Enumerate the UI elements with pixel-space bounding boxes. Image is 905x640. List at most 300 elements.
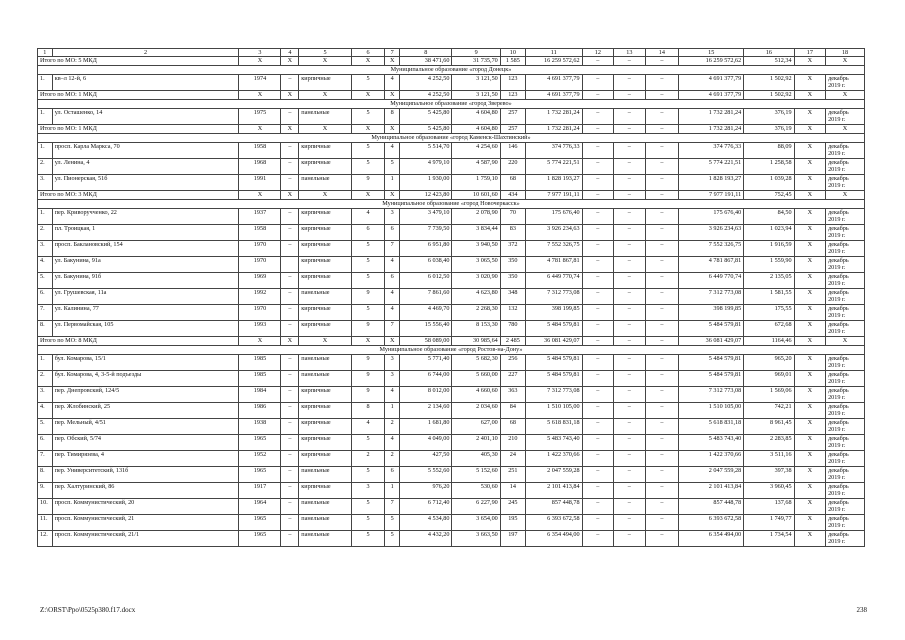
value-cell: 1974 [239, 75, 281, 91]
value-cell: 976,20 [400, 483, 452, 499]
value-cell: – [614, 337, 645, 346]
value-cell: – [645, 483, 679, 499]
address-cell: ул. Бакунина, 91б [52, 273, 239, 289]
value-cell: – [281, 499, 299, 515]
value-cell: 5 774 221,51 [525, 159, 582, 175]
deadline-cell: декабрь 2019 г. [826, 75, 865, 91]
value-cell: 376,19 [744, 109, 794, 125]
value-cell: 5 [351, 273, 385, 289]
value-cell: 68 [500, 419, 525, 435]
value-cell [281, 257, 299, 273]
value-cell: X [281, 57, 299, 66]
value-cell: 3 [385, 209, 400, 225]
value-cell: – [582, 499, 613, 515]
value-cell: 1 581,55 [744, 289, 794, 305]
value-cell: – [281, 515, 299, 531]
deadline-cell: декабрь 2019 г. [826, 241, 865, 257]
value-cell: – [645, 209, 679, 225]
value-cell: 2 268,30 [452, 305, 500, 321]
value-cell: 88,09 [744, 143, 794, 159]
value-cell: X [794, 273, 825, 289]
address-cell: ул. Пионерская, 51б [52, 175, 239, 191]
value-cell: кирпичные [299, 241, 351, 257]
value-cell: X [794, 143, 825, 159]
value-cell: 175 676,40 [679, 209, 744, 225]
value-cell: – [645, 159, 679, 175]
deadline-cell: декабрь 2019 г. [826, 175, 865, 191]
value-cell: 146 [500, 143, 525, 159]
deadline-cell: декабрь 2019 г. [826, 531, 865, 547]
table-row [38, 225, 865, 241]
value-cell: 1 [385, 403, 400, 419]
table-row [38, 289, 865, 305]
value-cell: – [645, 515, 679, 531]
value-cell: X [239, 91, 281, 100]
value-cell: X [299, 57, 351, 66]
value-cell: 6 [385, 467, 400, 483]
value-cell: 4 604,80 [452, 109, 500, 125]
value-cell: – [614, 483, 645, 499]
address-cell: пер. Университетский, 131б [52, 467, 239, 483]
value-cell: 6 [385, 273, 400, 289]
value-cell: 6 227,90 [452, 499, 500, 515]
value-cell: 2 [385, 451, 400, 467]
value-cell: 2 078,90 [452, 209, 500, 225]
value-cell: – [281, 75, 299, 91]
value-cell: 1 559,90 [744, 257, 794, 273]
municipality-total-row [38, 337, 865, 346]
value-cell: 257 [500, 109, 525, 125]
value-cell: – [645, 257, 679, 273]
value-cell: 4 [351, 419, 385, 435]
value-cell: 398 199,85 [679, 305, 744, 321]
value-cell: 1 734,54 [744, 531, 794, 547]
value-cell: 1992 [239, 289, 281, 305]
column-number-cell: 13 [614, 49, 645, 57]
row-number: 10. [38, 499, 53, 515]
value-cell: – [582, 75, 613, 91]
value-cell: – [645, 321, 679, 337]
value-cell: – [614, 467, 645, 483]
value-cell: 9 [351, 321, 385, 337]
row-number: 8. [38, 321, 53, 337]
value-cell: – [281, 371, 299, 387]
address-cell: просп. Карла Маркса, 70 [52, 143, 239, 159]
value-cell: 6 951,80 [400, 241, 452, 257]
value-cell: 6 449 770,74 [525, 273, 582, 289]
value-cell: 1 585 [500, 57, 525, 66]
value-cell: – [614, 499, 645, 515]
value-cell: 5 484 579,81 [525, 355, 582, 371]
value-cell: 7 552 326,75 [525, 241, 582, 257]
value-cell: X [794, 387, 825, 403]
value-cell: 7 [385, 499, 400, 515]
value-cell: 4 [385, 435, 400, 451]
column-number-cell: 15 [679, 49, 744, 57]
table-row [38, 371, 865, 387]
value-cell: 4 049,00 [400, 435, 452, 451]
value-cell: – [582, 337, 613, 346]
table-row [38, 241, 865, 257]
value-cell: – [614, 435, 645, 451]
value-cell: 1985 [239, 355, 281, 371]
value-cell: 3 654,00 [452, 515, 500, 531]
column-number-cell: 3 [239, 49, 281, 57]
row-number: 8. [38, 467, 53, 483]
value-cell: – [614, 91, 645, 100]
row-number: 3. [38, 175, 53, 191]
value-cell: X [351, 125, 385, 134]
table-row [38, 483, 865, 499]
column-number-cell: 18 [826, 49, 865, 57]
value-cell: – [614, 273, 645, 289]
value-cell: – [645, 451, 679, 467]
value-cell: X [281, 337, 299, 346]
value-cell: 1938 [239, 419, 281, 435]
value-cell: 7 [385, 241, 400, 257]
value-cell: 7 739,50 [400, 225, 452, 241]
value-cell: – [582, 321, 613, 337]
value-cell: 5 552,60 [400, 467, 452, 483]
value-cell: – [614, 289, 645, 305]
value-cell: – [281, 159, 299, 175]
value-cell: 3 020,90 [452, 273, 500, 289]
value-cell: – [582, 109, 613, 125]
value-cell: 1965 [239, 515, 281, 531]
value-cell: 6 [385, 225, 400, 241]
table-row [38, 159, 865, 175]
table-row [38, 305, 865, 321]
row-number: 1. [38, 109, 53, 125]
value-cell: 1 422 370,66 [679, 451, 744, 467]
table-row [38, 467, 865, 483]
value-cell: – [281, 531, 299, 547]
value-cell: 5 484 579,81 [679, 371, 744, 387]
value-cell: – [614, 257, 645, 273]
value-cell: – [582, 175, 613, 191]
value-cell: кирпичные [299, 159, 351, 175]
value-cell: 6 012,50 [400, 273, 452, 289]
value-cell: 4 254,60 [452, 143, 500, 159]
value-cell: 2 135,05 [744, 273, 794, 289]
deadline-cell: декабрь 2019 г. [826, 483, 865, 499]
value-cell: 1970 [239, 241, 281, 257]
deadline-cell: декабрь 2019 г. [826, 387, 865, 403]
value-cell: 5 [351, 515, 385, 531]
table-row [38, 175, 865, 191]
value-cell: 434 [500, 191, 525, 200]
address-cell: пер. Халтуринский, 86 [52, 483, 239, 499]
value-cell: X [351, 337, 385, 346]
value-cell: 175,55 [744, 305, 794, 321]
total-label: Итого по МО: 8 МКД [38, 337, 239, 346]
value-cell: X [239, 57, 281, 66]
value-cell: X [794, 125, 825, 134]
value-cell: 220 [500, 159, 525, 175]
value-cell: 8 [351, 403, 385, 419]
value-cell: – [614, 159, 645, 175]
value-cell: – [582, 531, 613, 547]
value-cell: – [281, 419, 299, 435]
municipality-name: Муниципальное образование «город Зверево» [38, 100, 865, 109]
value-cell: – [614, 75, 645, 91]
value-cell: – [582, 467, 613, 483]
value-cell: 350 [500, 273, 525, 289]
value-cell: 672,68 [744, 321, 794, 337]
value-cell: – [614, 125, 645, 134]
row-number: 1. [38, 143, 53, 159]
value-cell: – [281, 355, 299, 371]
value-cell: 4 691 377,79 [679, 91, 744, 100]
row-number: 1. [38, 75, 53, 91]
value-cell: – [645, 125, 679, 134]
value-cell: 9 [351, 175, 385, 191]
value-cell: 83 [500, 225, 525, 241]
deadline-cell: декабрь 2019 г. [826, 419, 865, 435]
value-cell: – [281, 209, 299, 225]
deadline-cell: декабрь 2019 г. [826, 289, 865, 305]
deadline-cell: декабрь 2019 г. [826, 273, 865, 289]
value-cell: X [281, 91, 299, 100]
column-number-cell: 10 [500, 49, 525, 57]
value-cell: кирпичные [299, 321, 351, 337]
value-cell: кирпичные [299, 225, 351, 241]
value-cell: 7 312 773,08 [525, 387, 582, 403]
value-cell: – [281, 305, 299, 321]
value-cell: 9 [351, 289, 385, 305]
deadline-cell: декабрь 2019 г. [826, 225, 865, 241]
value-cell: – [645, 531, 679, 547]
municipality-heading-row [38, 66, 865, 75]
value-cell: 1991 [239, 175, 281, 191]
table-row [38, 109, 865, 125]
value-cell: 4 623,80 [452, 289, 500, 305]
value-cell: – [645, 225, 679, 241]
value-cell: 4 [385, 305, 400, 321]
row-number: 7. [38, 451, 53, 467]
municipality-total-row [38, 125, 865, 134]
value-cell: X [794, 483, 825, 499]
value-cell: 5 [351, 109, 385, 125]
value-cell: 12 423,80 [400, 191, 452, 200]
value-cell: – [582, 159, 613, 175]
value-cell: – [582, 305, 613, 321]
value-cell: 227 [500, 371, 525, 387]
value-cell: кирпичные [299, 273, 351, 289]
value-cell: 58 089,00 [400, 337, 452, 346]
address-cell: пер. Обский, 5/74 [52, 435, 239, 451]
value-cell: 7 312 773,08 [525, 289, 582, 305]
value-cell: X [385, 337, 400, 346]
value-cell: 1 569,06 [744, 387, 794, 403]
column-number-cell: 1 [38, 49, 53, 57]
total-label: Итого по МО: 1 МКД [38, 91, 239, 100]
value-cell: – [281, 273, 299, 289]
value-cell: 348 [500, 289, 525, 305]
value-cell: X [794, 403, 825, 419]
value-cell: 5 [385, 531, 400, 547]
value-cell: X [794, 257, 825, 273]
value-cell: X [385, 125, 400, 134]
value-cell: панельные [299, 289, 351, 305]
value-cell: 3 [351, 483, 385, 499]
value-cell: X [239, 125, 281, 134]
address-cell: пер. Днепровский, 124/5 [52, 387, 239, 403]
value-cell: 3 940,50 [452, 241, 500, 257]
deadline-cell: декабрь 2019 г. [826, 435, 865, 451]
value-cell: – [281, 467, 299, 483]
value-cell: 2 [351, 451, 385, 467]
address-cell: ул. Калинина, 77 [52, 305, 239, 321]
value-cell: 245 [500, 499, 525, 515]
value-cell: 405,30 [452, 451, 500, 467]
value-cell: – [582, 225, 613, 241]
value-cell: 5 [351, 531, 385, 547]
value-cell: X [239, 191, 281, 200]
total-label: Итого по МО: 3 МКД [38, 191, 239, 200]
value-cell: – [645, 91, 679, 100]
value-cell: – [645, 75, 679, 91]
value-cell: 1958 [239, 225, 281, 241]
value-cell: 36 081 429,07 [525, 337, 582, 346]
value-cell: 4 604,80 [452, 125, 500, 134]
value-cell: – [582, 191, 613, 200]
value-cell: 3 960,45 [744, 483, 794, 499]
value-cell: 3 [385, 355, 400, 371]
deadline-cell: X [826, 337, 865, 346]
value-cell: – [614, 225, 645, 241]
row-number: 6. [38, 289, 53, 305]
value-cell: 1969 [239, 273, 281, 289]
value-cell: 1 828 193,27 [525, 175, 582, 191]
deadline-cell: декабрь 2019 г. [826, 109, 865, 125]
value-cell: 8 012,00 [400, 387, 452, 403]
value-cell: 1984 [239, 387, 281, 403]
value-cell: 3 511,16 [744, 451, 794, 467]
value-cell: 5 [351, 305, 385, 321]
table-row [38, 515, 865, 531]
value-cell: X [351, 91, 385, 100]
value-cell: 7 977 191,11 [525, 191, 582, 200]
value-cell: – [281, 451, 299, 467]
deadline-cell: декабрь 2019 г. [826, 467, 865, 483]
value-cell: – [281, 435, 299, 451]
row-number: 2. [38, 159, 53, 175]
column-number-cell: 6 [351, 49, 385, 57]
value-cell: – [645, 435, 679, 451]
value-cell: X [794, 305, 825, 321]
value-cell: 965,20 [744, 355, 794, 371]
value-cell: 7 312 773,08 [679, 289, 744, 305]
value-cell: – [645, 289, 679, 305]
value-cell: 857 448,78 [525, 499, 582, 515]
table-row [38, 75, 865, 91]
value-cell: – [614, 515, 645, 531]
row-number: 5. [38, 273, 53, 289]
value-cell: 6 744,00 [400, 371, 452, 387]
value-cell: – [645, 143, 679, 159]
value-cell: 7 552 326,75 [679, 241, 744, 257]
value-cell: 4 691 377,79 [679, 75, 744, 91]
value-cell: 5 774 221,51 [679, 159, 744, 175]
value-cell: 6 712,40 [400, 499, 452, 515]
address-cell: ул. Ленина, 4 [52, 159, 239, 175]
value-cell: – [582, 125, 613, 134]
value-cell: 1993 [239, 321, 281, 337]
value-cell: 1 732 281,24 [679, 109, 744, 125]
value-cell: – [645, 273, 679, 289]
value-cell: – [582, 355, 613, 371]
value-cell: 2 047 559,28 [525, 467, 582, 483]
value-cell: – [645, 57, 679, 66]
deadline-cell: X [826, 91, 865, 100]
value-cell: 374 776,33 [679, 143, 744, 159]
value-cell: X [794, 209, 825, 225]
total-label: Итого по МО: 1 МКД [38, 125, 239, 134]
value-cell: – [645, 499, 679, 515]
value-cell: 14 [500, 483, 525, 499]
value-cell: 1 [385, 483, 400, 499]
value-cell: – [645, 241, 679, 257]
value-cell: 3 926 234,63 [679, 225, 744, 241]
deadline-cell: декабрь 2019 г. [826, 257, 865, 273]
value-cell: 5 [351, 159, 385, 175]
value-cell: панельные [299, 109, 351, 125]
value-cell: X [794, 467, 825, 483]
table-row [38, 273, 865, 289]
housing-table [37, 48, 865, 547]
value-cell: – [582, 257, 613, 273]
value-cell: X [794, 175, 825, 191]
value-cell: 512,34 [744, 57, 794, 66]
column-number-cell: 14 [645, 49, 679, 57]
value-cell: 210 [500, 435, 525, 451]
value-cell: X [385, 91, 400, 100]
value-cell: 1 510 105,00 [525, 403, 582, 419]
value-cell: X [281, 125, 299, 134]
value-cell: 1 732 281,24 [525, 109, 582, 125]
value-cell: 2 034,60 [452, 403, 500, 419]
value-cell: кирпичные [299, 75, 351, 91]
row-number: 6. [38, 435, 53, 451]
column-number-cell: 8 [400, 49, 452, 57]
value-cell: – [645, 305, 679, 321]
value-cell: – [614, 191, 645, 200]
value-cell: – [281, 289, 299, 305]
value-cell: 2 401,10 [452, 435, 500, 451]
value-cell: панельные [299, 371, 351, 387]
address-cell: кв–л 12-й, 6 [52, 75, 239, 91]
value-cell: 4 252,50 [400, 91, 452, 100]
value-cell: 5 618 831,18 [525, 419, 582, 435]
value-cell: X [385, 191, 400, 200]
value-cell: – [582, 483, 613, 499]
value-cell: X [794, 371, 825, 387]
row-number: 4. [38, 403, 53, 419]
value-cell: 4 252,50 [400, 75, 452, 91]
value-cell: 6 [351, 225, 385, 241]
municipality-heading-row [38, 134, 865, 143]
value-cell: 5 425,80 [400, 125, 452, 134]
value-cell: – [645, 387, 679, 403]
value-cell: – [614, 355, 645, 371]
value-cell: – [614, 531, 645, 547]
address-cell: пер. Мельный, 4/51 [52, 419, 239, 435]
value-cell: 5 514,70 [400, 143, 452, 159]
table-row [38, 257, 865, 273]
value-cell: – [645, 191, 679, 200]
value-cell: 7 [385, 321, 400, 337]
